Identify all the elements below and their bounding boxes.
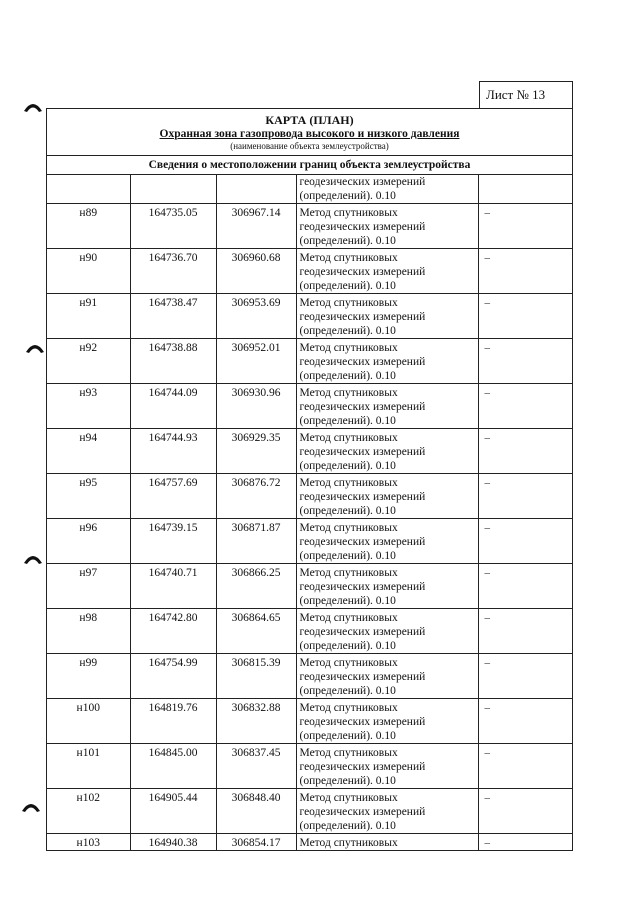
method-line: Метод спутниковых xyxy=(299,432,398,444)
point-id: н102 xyxy=(47,789,130,834)
method-cell xyxy=(296,834,478,851)
method-line: геодезических измерений xyxy=(299,491,426,503)
method-line: геодезических измерений xyxy=(299,446,426,458)
method-line: Метод спутниковых xyxy=(299,477,398,489)
method-cell xyxy=(296,339,478,384)
map-plan-frame xyxy=(46,108,573,851)
method-line: (определений). 0.10 xyxy=(299,370,396,382)
binder-mark-icon xyxy=(22,97,44,119)
method-line: Метод спутниковых xyxy=(299,387,398,399)
y-coordinate: 306929.35 xyxy=(216,429,296,474)
point-id: н90 xyxy=(47,249,130,294)
point-id: н99 xyxy=(47,654,130,699)
y-coordinate: 306815.39 xyxy=(216,654,296,699)
x-coordinate: 164905.44 xyxy=(130,789,216,834)
table-row xyxy=(47,564,572,609)
binder-mark-icon xyxy=(22,549,44,571)
x-coordinate: 164754.99 xyxy=(130,654,216,699)
y-coordinate: 306832.88 xyxy=(216,699,296,744)
method-line: (определений). 0.10 xyxy=(299,325,396,337)
method-cell xyxy=(296,789,478,834)
method-line: (определений). 0.10 xyxy=(299,775,396,787)
table-row xyxy=(47,744,572,789)
table-row xyxy=(47,654,572,699)
point-id: н89 xyxy=(47,204,130,249)
y-coordinate: 306871.87 xyxy=(216,519,296,564)
method-line: геодезических измерений xyxy=(299,581,426,593)
page-title: КАРТА (ПЛАН) xyxy=(265,113,354,127)
method-line: Метод спутниковых xyxy=(299,747,398,759)
method-line: (определений). 0.10 xyxy=(299,595,396,607)
method-cell xyxy=(296,654,478,699)
y-coordinate: 306952.01 xyxy=(216,339,296,384)
method-line: геодезических измерений xyxy=(299,221,426,233)
note-cell: – xyxy=(478,429,572,474)
method-line: (определений). 0.10 xyxy=(299,505,396,517)
table-row xyxy=(47,339,572,384)
y-coordinate: 306837.45 xyxy=(216,744,296,789)
method-cell xyxy=(296,744,478,789)
y-coordinate: 306967.14 xyxy=(216,204,296,249)
document-header xyxy=(47,109,572,156)
table-row xyxy=(47,789,572,834)
note-cell: – xyxy=(478,339,572,384)
x-coordinate: 164845.00 xyxy=(130,744,216,789)
method-cell xyxy=(296,474,478,519)
note-cell: – xyxy=(478,384,572,429)
table-row xyxy=(47,204,572,249)
table-row xyxy=(47,474,572,519)
method-line: геодезических измерений xyxy=(299,626,426,638)
method-line: геодезических измерений xyxy=(299,761,426,773)
method-line: Метод спутниковых xyxy=(299,252,398,264)
method-line: геодезических измерений xyxy=(299,401,426,413)
y-coordinate: 306866.25 xyxy=(216,564,296,609)
object-name: Охранная зона газопровода высокого и низкого давления xyxy=(159,128,460,140)
table-row-last xyxy=(47,834,572,851)
method-cell xyxy=(296,294,478,339)
point-id: н94 xyxy=(47,429,130,474)
point-id: н103 xyxy=(47,834,130,851)
method-line: Метод спутниковых xyxy=(299,342,398,354)
x-coordinate: 164940.38 xyxy=(130,834,216,851)
x-coordinate: 164738.88 xyxy=(130,339,216,384)
method-line: (определений). 0.10 xyxy=(299,415,396,427)
note-cell: – xyxy=(478,609,572,654)
y-coordinate: 306876.72 xyxy=(216,474,296,519)
note-cell: – xyxy=(478,744,572,789)
y-coordinate: 306848.40 xyxy=(216,789,296,834)
x-coordinate: 164738.47 xyxy=(130,294,216,339)
x-coordinate: 164739.15 xyxy=(130,519,216,564)
point-id: н97 xyxy=(47,564,130,609)
method-cell xyxy=(296,429,478,474)
method-line: (определений). 0.10 xyxy=(299,730,396,742)
point-id: н93 xyxy=(47,384,130,429)
method-line: Метод спутниковых xyxy=(299,702,398,714)
table-row xyxy=(47,294,572,339)
y-coordinate: 306854.17 xyxy=(216,834,296,851)
point-id: н95 xyxy=(47,474,130,519)
binder-mark-icon xyxy=(24,338,46,360)
method-line: геодезических измерений xyxy=(299,716,426,728)
section-title: Сведения о местоположении границ объекта землеустройства xyxy=(47,156,572,175)
method-line: геодезических измерений xyxy=(299,536,426,548)
method-cell xyxy=(296,249,478,294)
x-coordinate: 164744.93 xyxy=(130,429,216,474)
table-row xyxy=(47,519,572,564)
note-cell: – xyxy=(478,564,572,609)
note-cell: – xyxy=(478,204,572,249)
method-line: Метод спутниковых xyxy=(299,207,398,219)
note-cell: – xyxy=(478,699,572,744)
point-id: н100 xyxy=(47,699,130,744)
x-coordinate: 164742.80 xyxy=(130,609,216,654)
x-coordinate: 164757.69 xyxy=(130,474,216,519)
method-cell xyxy=(296,204,478,249)
method-line: геодезических измерений xyxy=(299,311,426,323)
method-line: геодезических измерений xyxy=(299,176,426,188)
binder-mark-icon xyxy=(20,797,42,819)
method-line: (определений). 0.10 xyxy=(299,235,396,247)
note-cell: – xyxy=(478,519,572,564)
x-coordinate: 164744.09 xyxy=(130,384,216,429)
note-cell: – xyxy=(478,294,572,339)
y-coordinate: 306953.69 xyxy=(216,294,296,339)
y-coordinate: 306864.65 xyxy=(216,609,296,654)
table-row xyxy=(47,429,572,474)
method-line: (определений). 0.10 xyxy=(299,550,396,562)
x-coordinate: 164819.76 xyxy=(130,699,216,744)
method-line: геодезических измерений xyxy=(299,266,426,278)
method-line: Метод спутниковых xyxy=(299,522,398,534)
table-row-continuation xyxy=(47,175,572,204)
method-line: геодезических измерений xyxy=(299,671,426,683)
table-row xyxy=(47,384,572,429)
note-cell: – xyxy=(478,834,572,851)
method-line: (определений). 0.10 xyxy=(299,640,396,652)
method-line: (определений). 0.10 xyxy=(299,685,396,697)
note-cell: – xyxy=(478,474,572,519)
point-id: н91 xyxy=(47,294,130,339)
note-cell: – xyxy=(478,249,572,294)
method-line: Метод спутниковых xyxy=(299,567,398,579)
x-coordinate: 164735.05 xyxy=(130,204,216,249)
method-line: Метод спутниковых xyxy=(299,837,398,849)
boundary-points-table xyxy=(47,175,572,850)
note-cell: – xyxy=(478,654,572,699)
point-id: н98 xyxy=(47,609,130,654)
method-cell xyxy=(296,384,478,429)
method-cell xyxy=(296,609,478,654)
method-cell xyxy=(296,699,478,744)
sheet-number: Лист № 13 xyxy=(479,81,573,109)
method-line: геодезических измерений xyxy=(299,806,426,818)
point-id: н92 xyxy=(47,339,130,384)
method-line: Метод спутниковых xyxy=(299,792,398,804)
y-coordinate: 306930.96 xyxy=(216,384,296,429)
object-caption: (наименование объекта землеустройства) xyxy=(230,141,389,151)
method-line: Метод спутниковых xyxy=(299,657,398,669)
note-cell: – xyxy=(478,789,572,834)
point-id: н101 xyxy=(47,744,130,789)
method-line: (определений). 0.10 xyxy=(299,280,396,292)
point-id: н96 xyxy=(47,519,130,564)
method-line: Метод спутниковых xyxy=(299,612,398,624)
method-line: Метод спутниковых xyxy=(299,297,398,309)
method-cell xyxy=(296,519,478,564)
x-coordinate: 164740.71 xyxy=(130,564,216,609)
table-row xyxy=(47,609,572,654)
y-coordinate: 306960.68 xyxy=(216,249,296,294)
table-row xyxy=(47,249,572,294)
method-line: (определений). 0.10 xyxy=(299,820,396,832)
x-coordinate: 164736.70 xyxy=(130,249,216,294)
method-line: геодезических измерений xyxy=(299,356,426,368)
method-line: (определений). 0.10 xyxy=(299,190,396,202)
table-row xyxy=(47,699,572,744)
method-line: (определений). 0.10 xyxy=(299,460,396,472)
method-cell xyxy=(296,175,478,204)
method-cell xyxy=(296,564,478,609)
